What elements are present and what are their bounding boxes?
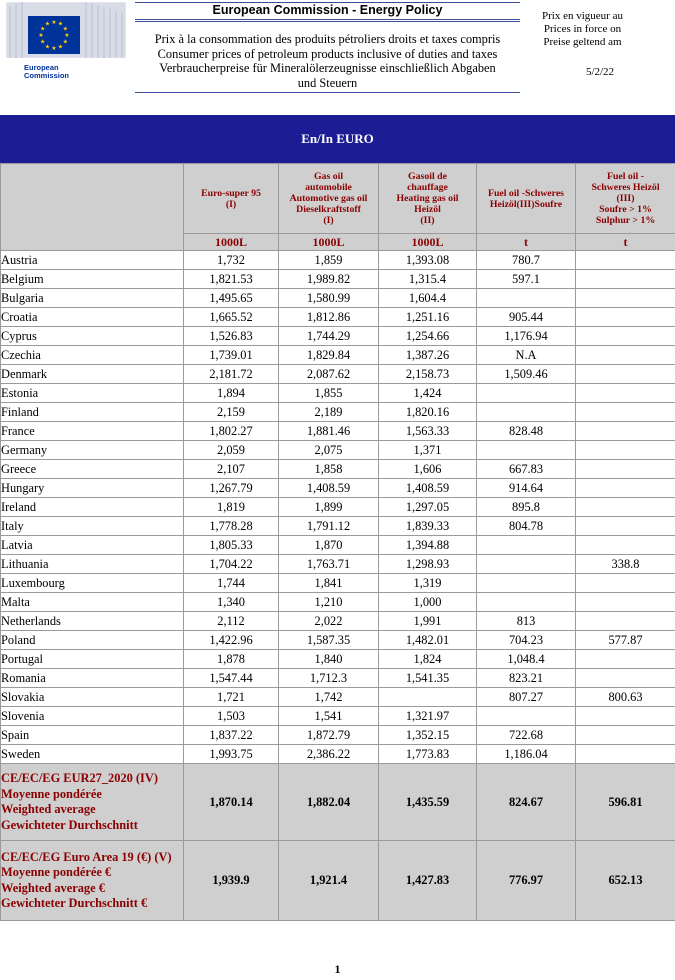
price-cell: 1,509.46	[477, 365, 576, 384]
country-cell: Lithuania	[1, 555, 184, 574]
column-header-euro-super-95: Euro-super 95 (I)	[184, 164, 279, 234]
price-cell: 1,547.44	[184, 669, 279, 688]
price-cell: 1,805.33	[184, 536, 279, 555]
price-cell: 1,387.26	[379, 346, 477, 365]
country-cell: Finland	[1, 403, 184, 422]
price-cell: 2,107	[184, 460, 279, 479]
price-cell: 338.8	[576, 555, 675, 574]
price-cell: 1,894	[184, 384, 279, 403]
price-cell	[477, 384, 576, 403]
document-subtitle: Prix à la consommation des produits pétroliers droits et taxes compris Consumer prices of petroleum products inclusive of duties and taxes Verbraucherpreise für Mineralölerzeugnisse einschließlich Abgaben und Steuern	[154, 32, 501, 90]
price-cell: 1,989.82	[279, 270, 379, 289]
price-cell: 1,742	[279, 688, 379, 707]
price-cell: 2,059	[184, 441, 279, 460]
price-cell: 1,744	[184, 574, 279, 593]
price-cell	[477, 707, 576, 726]
svg-text:★: ★	[64, 32, 70, 39]
price-cell: 1,267.79	[184, 479, 279, 498]
price-cell: 2,159	[184, 403, 279, 422]
table-row	[1, 441, 675, 460]
price-cell	[576, 574, 675, 593]
price-cell: 1,541.35	[379, 669, 477, 688]
price-cell	[576, 308, 675, 327]
column-header-heating-gas-oil: Gasoil de chauffage Heating gas oil Heizöl (II)	[379, 164, 477, 234]
price-cell: 1,791.12	[279, 517, 379, 536]
weighted-average-label-line: CE/EC/EG EUR27_2020 (IV)	[1, 771, 158, 785]
price-cell: 2,112	[184, 612, 279, 631]
price-cell	[576, 441, 675, 460]
price-cell: 807.27	[477, 688, 576, 707]
weighted-average-row	[1, 841, 675, 921]
price-cell	[576, 289, 675, 308]
weighted-average-label	[1, 841, 184, 921]
price-cell	[576, 536, 675, 555]
price-cell	[576, 384, 675, 403]
currency-banner: En/In EURO	[0, 115, 675, 163]
price-cell: 1,829.84	[279, 346, 379, 365]
price-cell	[379, 688, 477, 707]
price-cell	[576, 707, 675, 726]
price-table	[0, 163, 675, 921]
ec-logo-text: European Commission	[24, 63, 70, 80]
svg-text:★: ★	[62, 38, 68, 46]
country-cell: Spain	[1, 726, 184, 745]
column-header-automotive-gas-oil: Gas oil automobile Automotive gas oil Dieselkraftstoff (I)	[279, 164, 379, 234]
country-cell: Croatia	[1, 308, 184, 327]
weighted-average-cell: 1,882.04	[279, 764, 379, 841]
svg-text:★: ★	[44, 43, 51, 51]
price-cell: 1,606	[379, 460, 477, 479]
country-cell: Hungary	[1, 479, 184, 498]
table-row	[1, 669, 675, 688]
price-cell: 1,394.88	[379, 536, 477, 555]
column-header-fuel-oil-low-sulphur: Fuel oil -Schweres Heizöl(III)Soufre	[477, 164, 576, 234]
weighted-average-label-line: Weighted average	[1, 802, 96, 816]
price-cell	[576, 422, 675, 441]
weighted-average-label-line: Weighted average €	[1, 880, 105, 895]
validity-label: Prix en vigueur au Prices in force on Preise geltend am	[542, 10, 623, 48]
price-cell: 1,319	[379, 574, 477, 593]
price-cell: 1,297.05	[379, 498, 477, 517]
weighted-average-label-line: Gewichteter Durchschnitt	[1, 817, 138, 832]
price-cell: 1,422.96	[184, 631, 279, 650]
country-cell: Malta	[1, 593, 184, 612]
table-row	[1, 251, 675, 270]
table-row	[1, 498, 675, 517]
price-cell: 1,839.33	[379, 517, 477, 536]
country-cell: Slovenia	[1, 707, 184, 726]
price-cell: 1,587.35	[279, 631, 379, 650]
price-cell	[477, 289, 576, 308]
price-cell: 2,181.72	[184, 365, 279, 384]
weighted-average-cell: 652.13	[576, 841, 675, 921]
price-cell	[576, 346, 675, 365]
price-cell: 2,087.62	[279, 365, 379, 384]
weighted-average-label-line: CE/EC/EG Euro Area 19 (€) (V)	[1, 849, 172, 864]
table-row	[1, 460, 675, 479]
weighted-average-label-line: Moyenne pondérée	[1, 786, 102, 801]
weighted-average-cell: 1,427.83	[379, 841, 477, 921]
weighted-average-cell: 596.81	[576, 764, 675, 841]
price-cell: N.A	[477, 346, 576, 365]
price-cell: 1,665.52	[184, 308, 279, 327]
price-cell	[576, 726, 675, 745]
price-cell	[576, 517, 675, 536]
column-header-fuel-oil-high-sulphur: Fuel oil - Schweres Heizöl (III) Soufre > 1% Sulphur > 1%	[576, 164, 675, 234]
table-row	[1, 308, 675, 327]
price-cell: 1,321.97	[379, 707, 477, 726]
table-row	[1, 327, 675, 346]
table-row	[1, 745, 675, 764]
price-cell	[576, 479, 675, 498]
price-cell: 1,739.01	[184, 346, 279, 365]
price-cell: 1,393.08	[379, 251, 477, 270]
weighted-average-cell: 776.97	[477, 841, 576, 921]
price-cell: 804.78	[477, 517, 576, 536]
price-cell: 1,878	[184, 650, 279, 669]
price-cell: 1,495.65	[184, 289, 279, 308]
country-cell: Greece	[1, 460, 184, 479]
price-cell	[477, 536, 576, 555]
table-row	[1, 384, 675, 403]
price-cell: 1,352.15	[379, 726, 477, 745]
table-row	[1, 289, 675, 308]
price-cell	[576, 327, 675, 346]
price-table-body	[1, 251, 675, 921]
price-cell: 1,000	[379, 593, 477, 612]
price-cell	[477, 574, 576, 593]
price-date: 5/2/22	[585, 66, 615, 78]
price-cell: 2,189	[279, 403, 379, 422]
price-cell: 895.8	[477, 498, 576, 517]
price-cell: 1,315.4	[379, 270, 477, 289]
price-cell	[576, 669, 675, 688]
country-cell: Czechia	[1, 346, 184, 365]
price-cell: 1,712.3	[279, 669, 379, 688]
price-cell: 1,048.4	[477, 650, 576, 669]
price-cell: 2,022	[279, 612, 379, 631]
table-row	[1, 346, 675, 365]
price-cell: 1,824	[379, 650, 477, 669]
price-cell: 1,408.59	[279, 479, 379, 498]
price-cell: 1,210	[279, 593, 379, 612]
weighted-average-row	[1, 764, 675, 841]
country-cell: Denmark	[1, 365, 184, 384]
price-cell	[576, 270, 675, 289]
price-cell: 780.7	[477, 251, 576, 270]
country-cell: Cyprus	[1, 327, 184, 346]
country-cell: Romania	[1, 669, 184, 688]
price-cell	[576, 745, 675, 764]
price-cell: 1,855	[279, 384, 379, 403]
price-cell: 1,991	[379, 612, 477, 631]
svg-text:★: ★	[51, 45, 57, 52]
price-cell: 1,812.86	[279, 308, 379, 327]
table-row	[1, 707, 675, 726]
price-cell: 1,732	[184, 251, 279, 270]
price-cell: 1,773.83	[379, 745, 477, 764]
table-row	[1, 270, 675, 289]
price-cell: 1,802.27	[184, 422, 279, 441]
price-cell	[576, 365, 675, 384]
table-row	[1, 555, 675, 574]
ec-building-emblem	[6, 2, 126, 58]
table-row	[1, 517, 675, 536]
price-cell: 1,778.28	[184, 517, 279, 536]
price-cell: 1,721	[184, 688, 279, 707]
svg-text:★: ★	[38, 32, 44, 39]
ec-logo	[6, 2, 126, 84]
price-cell	[576, 460, 675, 479]
price-cell: 1,870	[279, 536, 379, 555]
price-cell: 1,872.79	[279, 726, 379, 745]
table-row	[1, 422, 675, 441]
price-cell: 800.63	[576, 688, 675, 707]
weighted-average-cell: 1,921.4	[279, 841, 379, 921]
price-cell: 1,340	[184, 593, 279, 612]
svg-text:★: ★	[40, 38, 46, 46]
unit-label: t	[576, 234, 675, 251]
country-cell: Estonia	[1, 384, 184, 403]
country-cell: Ireland	[1, 498, 184, 517]
price-cell: 1,186.04	[477, 745, 576, 764]
price-cell: 1,503	[184, 707, 279, 726]
page-number: 1	[334, 962, 341, 976]
svg-text:★: ★	[44, 20, 51, 28]
price-cell: 1,371	[379, 441, 477, 460]
price-cell: 914.64	[477, 479, 576, 498]
table-row	[1, 479, 675, 498]
country-cell: Belgium	[1, 270, 184, 289]
price-cell: 1,482.01	[379, 631, 477, 650]
price-cell: 1,841	[279, 574, 379, 593]
table-row	[1, 726, 675, 745]
document-title: European Commission - Energy Policy	[212, 3, 443, 17]
svg-text:★: ★	[62, 25, 68, 33]
price-cell: 597.1	[477, 270, 576, 289]
price-cell: 1,819	[184, 498, 279, 517]
country-cell: Poland	[1, 631, 184, 650]
price-cell: 1,604.4	[379, 289, 477, 308]
country-cell: Germany	[1, 441, 184, 460]
table-corner	[1, 164, 184, 251]
table-row	[1, 650, 675, 669]
weighted-average-label-line: Gewichteter Durchschnitt €	[1, 896, 148, 910]
price-cell: 667.83	[477, 460, 576, 479]
price-cell	[576, 251, 675, 270]
country-cell: Slovakia	[1, 688, 184, 707]
price-cell	[576, 650, 675, 669]
svg-text:★: ★	[40, 25, 46, 33]
price-cell: 1,704.22	[184, 555, 279, 574]
weighted-average-cell: 1,435.59	[379, 764, 477, 841]
svg-text:★: ★	[57, 20, 64, 28]
weighted-average-cell: 1,870.14	[184, 764, 279, 841]
country-cell: Luxembourg	[1, 574, 184, 593]
table-row	[1, 593, 675, 612]
unit-label: t	[477, 234, 576, 251]
price-cell: 1,881.46	[279, 422, 379, 441]
price-cell: 1,899	[279, 498, 379, 517]
price-cell	[477, 555, 576, 574]
price-cell: 1,563.33	[379, 422, 477, 441]
unit-label: 1000L	[279, 234, 379, 251]
price-cell: 1,859	[279, 251, 379, 270]
country-cell: Latvia	[1, 536, 184, 555]
table-row	[1, 612, 675, 631]
price-cell: 1,744.29	[279, 327, 379, 346]
country-cell: Sweden	[1, 745, 184, 764]
table-row	[1, 403, 675, 422]
price-cell: 1,408.59	[379, 479, 477, 498]
table-row	[1, 574, 675, 593]
price-cell: 823.21	[477, 669, 576, 688]
price-cell: 828.48	[477, 422, 576, 441]
price-cell: 1,298.93	[379, 555, 477, 574]
svg-text:★: ★	[51, 19, 57, 26]
price-cell: 1,858	[279, 460, 379, 479]
unit-label: 1000L	[379, 234, 477, 251]
price-cell: 2,386.22	[279, 745, 379, 764]
table-row	[1, 536, 675, 555]
price-cell	[576, 498, 675, 517]
country-cell: Netherlands	[1, 612, 184, 631]
price-cell: 1,580.99	[279, 289, 379, 308]
price-cell: 1,820.16	[379, 403, 477, 422]
price-cell: 1,254.66	[379, 327, 477, 346]
price-cell: 1,763.71	[279, 555, 379, 574]
price-cell	[477, 593, 576, 612]
price-cell: 722.68	[477, 726, 576, 745]
weighted-average-label	[1, 764, 184, 841]
country-cell: Italy	[1, 517, 184, 536]
svg-text:★: ★	[57, 43, 64, 51]
price-cell: 905.44	[477, 308, 576, 327]
price-cell: 1,837.22	[184, 726, 279, 745]
country-cell: France	[1, 422, 184, 441]
price-cell: 1,424	[379, 384, 477, 403]
price-cell: 1,821.53	[184, 270, 279, 289]
price-cell: 704.23	[477, 631, 576, 650]
table-row	[1, 631, 675, 650]
price-cell: 1,993.75	[184, 745, 279, 764]
unit-label: 1000L	[184, 234, 279, 251]
weighted-average-cell: 1,939.9	[184, 841, 279, 921]
document-header	[135, 2, 520, 92]
weighted-average-cell: 824.67	[477, 764, 576, 841]
table-row	[1, 688, 675, 707]
weighted-average-label-line: Moyenne pondérée €	[1, 865, 112, 879]
country-cell: Austria	[1, 251, 184, 270]
price-cell: 1,176.94	[477, 327, 576, 346]
country-cell: Portugal	[1, 650, 184, 669]
price-cell: 813	[477, 612, 576, 631]
price-cell: 1,526.83	[184, 327, 279, 346]
table-row	[1, 365, 675, 384]
price-cell	[576, 612, 675, 631]
price-cell: 1,840	[279, 650, 379, 669]
price-cell: 2,075	[279, 441, 379, 460]
price-cell	[576, 593, 675, 612]
price-cell: 1,541	[279, 707, 379, 726]
price-cell: 2,158.73	[379, 365, 477, 384]
price-cell	[477, 441, 576, 460]
country-cell: Bulgaria	[1, 289, 184, 308]
price-cell: 577.87	[576, 631, 675, 650]
price-cell	[477, 403, 576, 422]
price-cell: 1,251.16	[379, 308, 477, 327]
price-cell	[576, 403, 675, 422]
